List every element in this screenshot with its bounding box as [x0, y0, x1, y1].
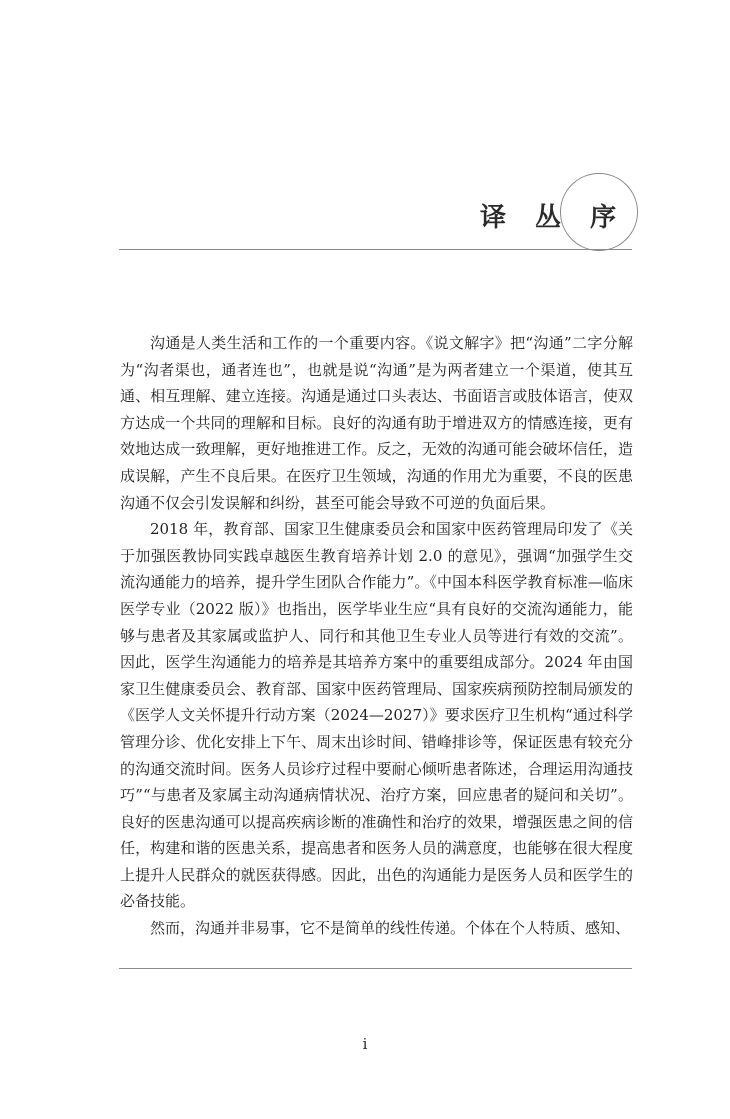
- page-title: 译 丛 序: [480, 203, 627, 233]
- body-text: [120, 330, 633, 942]
- header-divider: [119, 249, 632, 250]
- paragraph: 沟通是人类生活和工作的一个重要内容。《说文解字》把“沟通”二字分解为“沟者渠也，通者连也”，也就是说“沟通”是为两者建立一个渠道，使其互通、相互理解、建立连接。沟通是通过口头表达、书面语言或肢体语言，使双方达成一个共同的理解和目标。良好的沟通有助于增进双方的情感连接，更有效地达成一致理解，更好地推进工作。反之，无效的沟通可能会破坏信任，造成误解，产生不良后果。在医疗卫生领域，沟通的作用尤为重要，不良的医患沟通不仅会引发误解和纠纷，甚至可能会导致不可逆的负面后果。: [120, 334, 633, 512]
- footer-divider: [119, 968, 632, 969]
- page-number: i: [362, 1035, 368, 1053]
- paragraph: 然而，沟通并非易事，它不是简单的线性传递。个体在个人特质、感知、: [150, 919, 631, 938]
- paragraph: 2018 年，教育部、国家卫生健康委员会和国家中医药管理局印发了《关于加强医教协同实践卓越医生教育培养计划 2.0 的意见》，强调“加强学生交流沟通能力的培养，提升学生团队合作能力”。《中国本科医学教育标准—临床医学专业（2022 版）》也指出，医学毕业生应“具有良好的交流沟通能力，能够与患者及其家属或监护人、同行和其他卫生专业人员等进行有效的交流”。因此，医学生沟通能力的培养是其培养方案中的重要组成部分。2024 年由国家卫生健康委员会、教育部、国家中医药管理局、国家疾病预防控制局颁发的《医学人文关怀提升行动方案（2024—2027）》要求医疗卫生机构“通过科学管理分诊、优化安排上下午、周末出诊时间、错峰排诊等，保证医患有较充分的沟通交流时间。医务人员诊疗过程中要耐心倾听患者陈述，合理运用沟通技巧”“与患者及家属主动沟通病情状况、治疗方案，回应患者的疑问和关切”。良好的医患沟通可以提高疾病诊断的准确性和治疗的效果，增强医患之间的信任，构建和谐的医患关系，提高患者和医务人员的满意度，也能够在很大程度上提升人民群众的就医获得感。因此，出色的沟通能力是医务人员和医学生的必备技能。: [120, 520, 633, 911]
